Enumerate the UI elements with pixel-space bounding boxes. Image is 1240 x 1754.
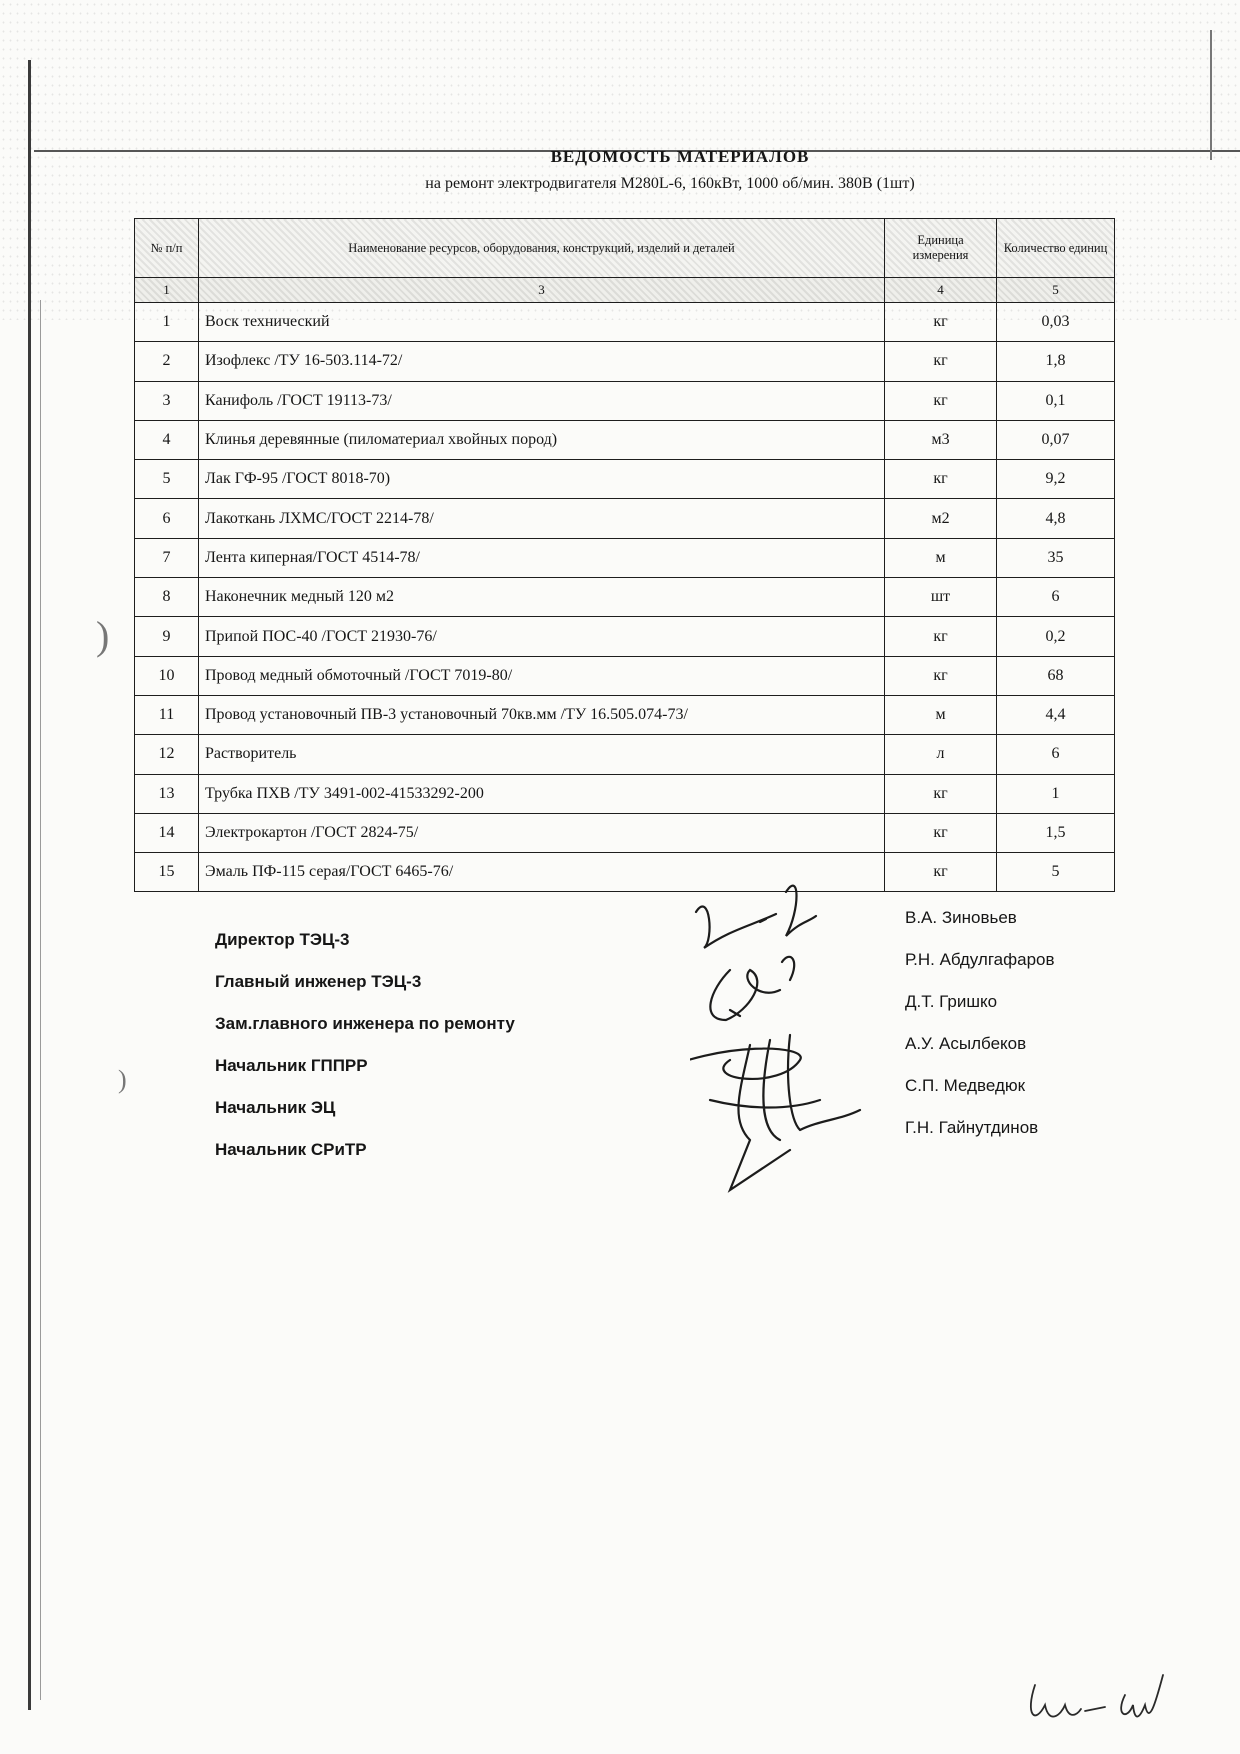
row-number: 13	[135, 774, 199, 813]
quantity: 4,8	[997, 499, 1115, 538]
unit-of-measure: м	[885, 538, 997, 577]
unit-of-measure: м3	[885, 420, 997, 459]
approver-name: В.А. Зиновьев	[905, 908, 1017, 927]
material-name: Лакоткань ЛХМС/ГОСТ 2214-78/	[199, 499, 885, 538]
table-row	[135, 774, 1115, 813]
unit-of-measure: кг	[885, 617, 997, 656]
material-name: Провод медный обмоточный /ГОСТ 7019-80/	[199, 656, 885, 695]
approver-role: Начальник ЭЦ	[215, 1098, 336, 1117]
row-number: 4	[135, 420, 199, 459]
quantity: 4,4	[997, 695, 1115, 734]
column-number: 4	[885, 278, 997, 303]
material-name: Лак ГФ-95 /ГОСТ 8018-70)	[199, 460, 885, 499]
material-name: Лента киперная/ГОСТ 4514-78/	[199, 538, 885, 577]
unit-of-measure: шт	[885, 578, 997, 617]
unit-of-measure: кг	[885, 342, 997, 381]
unit-of-measure: м2	[885, 499, 997, 538]
handwritten-signatures	[690, 870, 890, 1230]
scan-edge-line	[28, 60, 31, 1710]
row-number: 10	[135, 656, 199, 695]
material-name: Электрокартон /ГОСТ 2824-75/	[199, 813, 885, 852]
material-name: Припой ПОС-40 /ГОСТ 21930-76/	[199, 617, 885, 656]
row-number: 11	[135, 695, 199, 734]
row-number: 14	[135, 813, 199, 852]
table-header-row	[135, 219, 1115, 278]
approver-name: С.П. Медведюк	[905, 1076, 1026, 1095]
scan-edge-line	[1210, 30, 1212, 160]
quantity: 68	[997, 656, 1115, 695]
quantity: 0,03	[997, 303, 1115, 342]
row-number: 2	[135, 342, 199, 381]
table-row	[135, 813, 1115, 852]
material-name: Эмаль ПФ-115 серая/ГОСТ 6465-76/	[199, 853, 885, 892]
document-subtitle: на ремонт электродвигателя М280L-6, 160кВт, 1000 об/мин. 380В (1шт)	[425, 175, 915, 192]
header-num: № п/п	[135, 219, 199, 278]
material-name: Канифоль /ГОСТ 19113-73/	[199, 381, 885, 420]
row-number: 6	[135, 499, 199, 538]
approver-role: Зам.главного инженера по ремонту	[215, 1014, 515, 1033]
table-row	[135, 420, 1115, 459]
quantity: 0,07	[997, 420, 1115, 459]
material-name: Воск технический	[199, 303, 885, 342]
approval-row	[215, 1118, 1115, 1170]
unit-of-measure: кг	[885, 656, 997, 695]
material-name: Наконечник медный 120 м2	[199, 578, 885, 617]
quantity: 5	[997, 853, 1115, 892]
material-name: Растворитель	[199, 735, 885, 774]
unit-of-measure: кг	[885, 303, 997, 342]
approver-name: Г.Н. Гайнутдинов	[905, 1118, 1039, 1137]
row-number: 12	[135, 735, 199, 774]
unit-of-measure: м	[885, 695, 997, 734]
table-row	[135, 381, 1115, 420]
table-row	[135, 578, 1115, 617]
unit-of-measure: кг	[885, 381, 997, 420]
quantity: 1,8	[997, 342, 1115, 381]
approver-role: Начальник ГППРР	[215, 1056, 368, 1075]
row-number: 5	[135, 460, 199, 499]
column-number: 5	[997, 278, 1115, 303]
table-row	[135, 656, 1115, 695]
row-number: 1	[135, 303, 199, 342]
document-title: ВЕДОМОСТЬ МАТЕРИАЛОВ	[550, 147, 810, 166]
material-name: Клинья деревянные (пиломатериал хвойных пород)	[199, 420, 885, 459]
table-row	[135, 735, 1115, 774]
row-number: 3	[135, 381, 199, 420]
hole-punch-mark: )	[96, 613, 110, 658]
row-number: 9	[135, 617, 199, 656]
unit-of-measure: кг	[885, 774, 997, 813]
approver-role: Главный инженер ТЭЦ-3	[215, 972, 422, 991]
table-row	[135, 538, 1115, 577]
hole-punch-mark: )	[118, 1065, 127, 1094]
scan-edge-line	[40, 300, 41, 1700]
unit-of-measure: кг	[885, 813, 997, 852]
column-number: 3	[199, 278, 885, 303]
quantity: 6	[997, 578, 1115, 617]
row-number: 7	[135, 538, 199, 577]
quantity: 1,5	[997, 813, 1115, 852]
materials-table	[134, 218, 1115, 892]
row-number: 8	[135, 578, 199, 617]
quantity: 9,2	[997, 460, 1115, 499]
approver-name: Р.Н. Абдулгафаров	[905, 950, 1055, 969]
approver-role: Директор ТЭЦ-3	[215, 930, 350, 949]
material-name: Провод установочный ПВ-3 установочный 70кв.мм /ТУ 16.505.074-73/	[199, 695, 885, 734]
unit-of-measure: кг	[885, 460, 997, 499]
material-name: Трубка ПХВ /ТУ 3491-002-41533292-200	[199, 774, 885, 813]
approver-name: Д.Т. Гришко	[905, 992, 998, 1011]
table-row	[135, 853, 1115, 892]
column-number-row	[135, 278, 1115, 303]
unit-of-measure: кг	[885, 853, 997, 892]
material-name: Изофлекс /ТУ 16-503.114-72/	[199, 342, 885, 381]
table-row	[135, 303, 1115, 342]
table-row	[135, 460, 1115, 499]
approver-name: А.У. Асылбеков	[905, 1034, 1027, 1053]
column-number: 1	[135, 278, 199, 303]
table-row	[135, 499, 1115, 538]
table-row	[135, 695, 1115, 734]
quantity: 35	[997, 538, 1115, 577]
unit-of-measure: л	[885, 735, 997, 774]
approver-role: Начальник СРиТР	[215, 1140, 367, 1159]
row-number: 15	[135, 853, 199, 892]
quantity: 0,1	[997, 381, 1115, 420]
quantity: 1	[997, 774, 1115, 813]
table-row	[135, 342, 1115, 381]
header-unit: Единица измерения	[885, 219, 997, 278]
table-row	[135, 617, 1115, 656]
quantity: 6	[997, 735, 1115, 774]
header-name: Наименование ресурсов, оборудования, конструкций, изделий и деталей	[199, 219, 885, 278]
header-qty: Количество единиц	[997, 219, 1115, 278]
quantity: 0,2	[997, 617, 1115, 656]
handwritten-initials	[1015, 1665, 1175, 1735]
